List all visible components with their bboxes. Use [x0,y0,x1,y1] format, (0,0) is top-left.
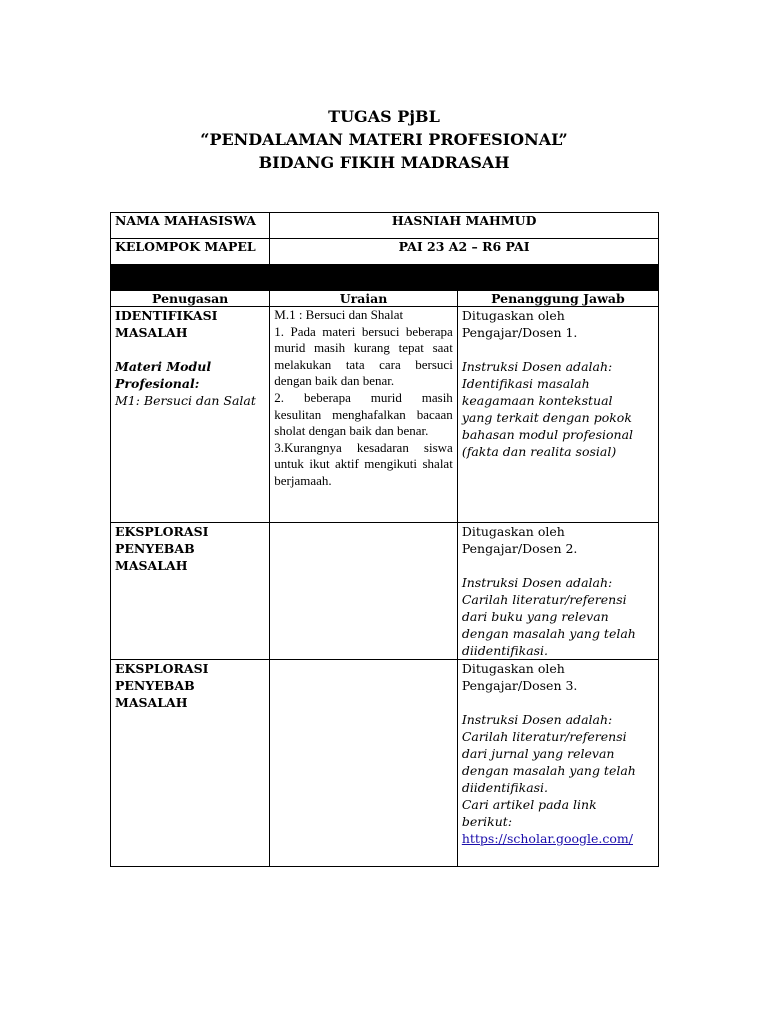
resp-intro-line: Pengajar/Dosen 3. [461,678,578,693]
black-separator [111,265,659,291]
penugasan-line: MASALAH [115,695,188,710]
materi-label-line: Profesional: [115,376,200,391]
penugasan-line: MASALAH [115,558,188,573]
penanggung-jawab-cell [457,660,658,867]
resp-instruction-line: Identifikasi masalah [461,376,590,391]
resp-instruction-line: diidentifikasi. [461,780,549,795]
uraian-cell-empty[interactable] [270,660,458,867]
resp-instruction-line: dari buku yang relevan [461,609,609,624]
scholar-link[interactable]: https://scholar.google.com/ [461,831,633,846]
column-header-uraian: Uraian [270,291,458,307]
resp-instruction-line: diidentifikasi. [461,643,549,658]
group-value: PAI 23 A2 – R6 PAI [270,239,659,265]
penugasan-line: MASALAH [115,325,188,340]
table-row [111,307,659,523]
column-header-row [111,291,659,307]
student-name-label: NAMA MAHASISWA [111,213,270,239]
uraian-cell-empty[interactable] [270,523,458,660]
penugasan-cell [111,660,270,867]
resp-intro-line: Ditugaskan oleh [461,524,565,539]
resp-intro-line: Pengajar/Dosen 2. [461,541,578,556]
resp-instruction-line: keagamaan kontekstual [461,393,613,408]
penugasan-line: PENYEBAB [115,541,195,556]
group-row [111,239,659,265]
resp-instruction-line: Carilah literatur/referensi [461,592,627,607]
uraian-paragraph: 2. beberapa murid masih kesulitan menghafalkan bacaan sholat dengan baik dan benar. [274,389,453,439]
resp-instruction-line: Instruksi Dosen adalah: [461,359,613,374]
penugasan-line: IDENTIFIKASI [115,308,218,323]
resp-instruction-line: Instruksi Dosen adalah: [461,575,613,590]
uraian-cell [270,307,458,523]
penugasan-line: PENYEBAB [115,678,195,693]
student-name-value: HASNIAH MAHMUD [270,213,659,239]
resp-instruction-line: dengan masalah yang telah [461,763,636,778]
resp-instruction-line: yang terkait dengan pokok [461,410,632,425]
resp-instruction-line: bahasan modul profesional [461,427,634,442]
penugasan-cell [111,307,270,523]
resp-intro-line: Ditugaskan oleh [461,308,565,323]
resp-intro-line: Pengajar/Dosen 1. [461,325,578,340]
resp-instruction-line: berikut: [461,814,513,829]
materi-value: M1: Bersuci dan Salat [115,393,256,408]
penanggung-jawab-cell [457,523,658,660]
title-line-1: TUGAS PjBL [328,107,440,126]
resp-instruction-line: (fakta dan realita sosial) [461,444,617,459]
column-header-penugasan: Penugasan [111,291,270,307]
resp-instruction-line: Instruksi Dosen adalah: [461,712,613,727]
resp-instruction-line: Carilah literatur/referensi [461,729,627,744]
resp-instruction-line: dengan masalah yang telah [461,626,636,641]
uraian-paragraph: 3.Kurangnya kesadaran siswa untuk ikut aktif mengikuti shalat berjamaah. [274,439,453,488]
penugasan-line: EKSPLORASI [115,524,209,539]
uraian-paragraph: M.1 : Bersuci dan Shalat [274,307,404,322]
group-label: KELOMPOK MAPEL [111,239,270,265]
penanggung-jawab-cell [457,307,658,523]
uraian-paragraph: 1. Pada materi bersuci beberapa murid masih kurang tepat saat melakukan tata cara bersuci dengan baik dan benar. [274,323,453,389]
title-line-2: “PENDALAMAN MATERI PROFESIONAL” [200,130,568,149]
table-row [111,523,659,660]
table-row [111,660,659,867]
black-separator-row [111,265,659,291]
resp-intro-line: Ditugaskan oleh [461,661,565,676]
assignment-table [110,212,659,867]
student-name-row [111,213,659,239]
penugasan-cell [111,523,270,660]
column-header-penanggung-jawab: Penanggung Jawab [457,291,658,307]
materi-label-line: Materi Modul [115,359,212,374]
penugasan-line: EKSPLORASI [115,661,209,676]
resp-instruction-line: dari jurnal yang relevan [461,746,615,761]
title-line-3: BIDANG FIKIH MADRASAH [258,153,510,172]
resp-instruction-line: Cari artikel pada link [461,797,597,812]
